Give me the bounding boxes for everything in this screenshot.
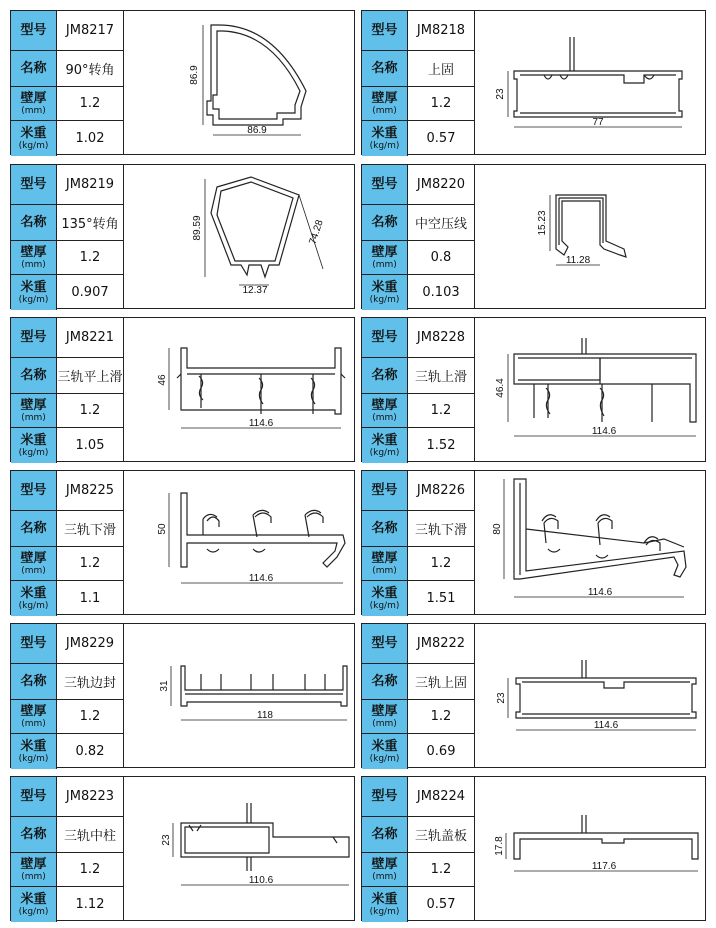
- name-value: 135°转角: [61, 217, 119, 232]
- label-model: 型号: [20, 329, 47, 345]
- profile-card: [361, 623, 706, 768]
- model-value: JM8228: [416, 330, 466, 345]
- model-value: JM8218: [416, 23, 466, 38]
- label-model: 型号: [371, 788, 398, 804]
- profile-card: [10, 10, 355, 155]
- weight-value: 1.52: [426, 438, 456, 453]
- dim-height: 80: [492, 523, 503, 535]
- label-model: 型号: [20, 635, 47, 651]
- label-name: 名称: [20, 826, 47, 842]
- label-weight-unit: (kg/m): [18, 906, 49, 917]
- model-value: JM8221: [65, 330, 115, 345]
- profile-drawing: [123, 165, 354, 308]
- spec-table: [362, 11, 475, 154]
- weight-value: 1.12: [75, 897, 105, 912]
- dim-bottom: 12.37: [242, 285, 268, 296]
- name-value: 三轨盖板: [414, 829, 467, 844]
- name-value: 三轨边封: [63, 676, 116, 691]
- label-thickness-unit: (mm): [372, 105, 397, 116]
- label-thickness: 壁厚: [371, 244, 398, 260]
- dim-width: 118: [257, 710, 273, 721]
- model-value: JM8219: [65, 177, 115, 192]
- label-model: 型号: [371, 482, 398, 498]
- label-thickness-unit: (mm): [21, 565, 46, 576]
- label-thickness: 壁厚: [20, 397, 47, 413]
- label-thickness: 壁厚: [20, 550, 47, 566]
- spec-table: [11, 624, 124, 767]
- label-model: 型号: [371, 176, 398, 192]
- profile-drawing: [123, 777, 354, 920]
- name-value: 三轨平上滑: [57, 370, 123, 385]
- dim-width: 77: [592, 117, 604, 128]
- thickness-value: 1.2: [430, 862, 452, 877]
- model-value: JM8220: [416, 177, 466, 192]
- dim-width: 11.28: [565, 255, 591, 266]
- dim-height: 50: [157, 523, 168, 535]
- label-name: 名称: [371, 214, 398, 230]
- label-thickness-unit: (mm): [21, 871, 46, 882]
- profile-card: [361, 317, 706, 462]
- name-value: 三轨下滑: [414, 523, 467, 538]
- weight-value: 0.57: [426, 131, 456, 146]
- label-weight: 米重: [20, 125, 47, 141]
- label-name: 名称: [20, 520, 47, 536]
- spec-row-thickness: [11, 87, 123, 121]
- label-thickness: 壁厚: [20, 244, 47, 260]
- profile-drawing: [474, 624, 705, 767]
- spec-table: [362, 624, 475, 767]
- label-weight: 米重: [20, 432, 47, 448]
- name-value: 三轨中柱: [63, 829, 116, 844]
- label-name: 名称: [20, 60, 47, 76]
- dim-height: 86.9: [189, 65, 200, 85]
- label-thickness-unit: (mm): [372, 412, 397, 423]
- dim-width: 114.6: [248, 573, 274, 584]
- profile-card: [361, 164, 706, 309]
- label-name: 名称: [371, 60, 398, 76]
- model-value: JM8229: [65, 636, 115, 651]
- label-weight: 米重: [20, 279, 47, 295]
- label-weight: 米重: [20, 891, 47, 907]
- label-thickness: 壁厚: [371, 856, 398, 872]
- label-weight: 米重: [371, 585, 398, 601]
- thickness-value: 1.2: [79, 709, 101, 724]
- profile-drawing: [474, 318, 705, 461]
- thickness-value: 1.2: [430, 556, 452, 571]
- profile-card: [361, 10, 706, 155]
- model-value: JM8224: [416, 789, 466, 804]
- label-model: 型号: [20, 482, 47, 498]
- dim-height: 31: [159, 680, 170, 692]
- label-model: 型号: [371, 635, 398, 651]
- thickness-value: 0.8: [430, 250, 452, 265]
- profile-drawing: [123, 318, 354, 461]
- name-value: 三轨下滑: [63, 523, 116, 538]
- label-weight-unit: (kg/m): [369, 140, 400, 151]
- name-value: 三轨上固: [414, 676, 467, 691]
- label-weight: 米重: [371, 891, 398, 907]
- weight-value: 1.51: [426, 591, 456, 606]
- label-weight: 米重: [371, 738, 398, 754]
- model-value: JM8226: [416, 483, 466, 498]
- label-name: 名称: [20, 673, 47, 689]
- label-model: 型号: [20, 22, 47, 38]
- label-thickness-unit: (mm): [21, 718, 46, 729]
- model-value: JM8223: [65, 789, 115, 804]
- label-weight-unit: (kg/m): [18, 140, 49, 151]
- thickness-value: 1.2: [79, 96, 101, 111]
- spec-table: [11, 165, 124, 308]
- profile-card: [361, 470, 706, 615]
- profile-card: [10, 470, 355, 615]
- spec-table: [362, 777, 475, 920]
- label-thickness-unit: (mm): [372, 718, 397, 729]
- profile-drawing: [474, 471, 705, 614]
- weight-value: 1.05: [75, 438, 105, 453]
- label-weight-unit: (kg/m): [369, 600, 400, 611]
- spec-table: [11, 777, 124, 920]
- label-thickness-unit: (mm): [21, 105, 46, 116]
- profile-drawing: [474, 11, 705, 154]
- dim-width: 114.6: [593, 720, 619, 731]
- profile-card: [10, 164, 355, 309]
- dim-diagonal: 74.28: [307, 218, 326, 246]
- weight-value: 0.57: [426, 897, 456, 912]
- profile-card: [10, 317, 355, 462]
- model-value: JM8222: [416, 636, 466, 651]
- label-weight-unit: (kg/m): [18, 753, 49, 764]
- thickness-value: 1.2: [430, 709, 452, 724]
- spec-table: [362, 318, 475, 461]
- spec-table: [362, 471, 475, 614]
- label-thickness: 壁厚: [371, 90, 398, 106]
- spec-table: [11, 11, 124, 154]
- dim-height: 17.8: [494, 836, 505, 856]
- weight-value: 1.02: [75, 131, 105, 146]
- label-thickness-unit: (mm): [372, 871, 397, 882]
- spec-row-name: [11, 51, 123, 87]
- profile-card: [10, 623, 355, 768]
- dim-width: 114.6: [248, 418, 274, 429]
- dim-height: 23: [161, 834, 172, 846]
- label-thickness: 壁厚: [20, 856, 47, 872]
- label-name: 名称: [20, 367, 47, 383]
- weight-value: 0.69: [426, 744, 456, 759]
- label-weight-unit: (kg/m): [18, 294, 49, 305]
- label-thickness: 壁厚: [20, 90, 47, 106]
- dim-height: 46.4: [495, 378, 506, 398]
- label-weight-unit: (kg/m): [18, 600, 49, 611]
- spec-row-model: [11, 11, 123, 51]
- name-value: 中空压线: [414, 217, 467, 232]
- model-value: JM8225: [65, 483, 115, 498]
- profile-drawing: [474, 165, 705, 308]
- name-value: 三轨上滑: [414, 370, 467, 385]
- weight-value: 1.1: [79, 591, 101, 606]
- thickness-value: 1.2: [79, 556, 101, 571]
- dim-height: 23: [495, 88, 506, 100]
- label-thickness: 壁厚: [371, 397, 398, 413]
- label-model: 型号: [20, 788, 47, 804]
- dim-height: 15.23: [537, 210, 548, 236]
- thickness-value: 1.2: [79, 250, 101, 265]
- profile-drawing: [123, 624, 354, 767]
- dim-width: 110.6: [248, 875, 274, 886]
- weight-value: 0.103: [422, 285, 460, 300]
- label-model: 型号: [371, 22, 398, 38]
- label-weight-unit: (kg/m): [369, 906, 400, 917]
- label-weight: 米重: [371, 125, 398, 141]
- dim-width: 114.6: [587, 587, 613, 598]
- label-thickness-unit: (mm): [21, 259, 46, 270]
- label-weight: 米重: [371, 279, 398, 295]
- profile-drawing: [123, 11, 354, 154]
- label-name: 名称: [371, 367, 398, 383]
- label-weight-unit: (kg/m): [369, 294, 400, 305]
- spec-row-weight: [11, 121, 123, 156]
- label-thickness: 壁厚: [371, 703, 398, 719]
- dim-width: 86.9: [247, 125, 267, 136]
- label-name: 名称: [371, 673, 398, 689]
- label-weight: 米重: [371, 432, 398, 448]
- spec-table: [362, 165, 475, 308]
- weight-value: 0.907: [71, 285, 109, 300]
- dim-width: 114.6: [591, 426, 617, 437]
- name-value: 90°转角: [65, 63, 115, 78]
- profile-drawing: [123, 471, 354, 614]
- dim-height: 46: [157, 374, 168, 386]
- profile-drawing: [474, 777, 705, 920]
- label-name: 名称: [20, 214, 47, 230]
- label-model: 型号: [20, 176, 47, 192]
- label-name: 名称: [371, 826, 398, 842]
- label-weight: 米重: [20, 738, 47, 754]
- label-thickness-unit: (mm): [21, 412, 46, 423]
- label-name: 名称: [371, 520, 398, 536]
- dim-height: 23: [496, 692, 507, 704]
- thickness-value: 1.2: [430, 403, 452, 418]
- spec-table: [11, 318, 124, 461]
- dim-width: 117.6: [591, 861, 617, 872]
- profile-card: [10, 776, 355, 921]
- label-weight-unit: (kg/m): [18, 447, 49, 458]
- weight-value: 0.82: [75, 744, 105, 759]
- label-weight-unit: (kg/m): [369, 447, 400, 458]
- model-value: JM8217: [65, 23, 115, 38]
- label-thickness-unit: (mm): [372, 565, 397, 576]
- thickness-value: 1.2: [430, 96, 452, 111]
- thickness-value: 1.2: [79, 862, 101, 877]
- thickness-value: 1.2: [79, 403, 101, 418]
- dim-height: 89.59: [192, 215, 203, 241]
- label-thickness: 壁厚: [371, 550, 398, 566]
- label-model: 型号: [371, 329, 398, 345]
- label-weight: 米重: [20, 585, 47, 601]
- spec-table: [11, 471, 124, 614]
- name-value: 上固: [427, 63, 454, 78]
- label-thickness: 壁厚: [20, 703, 47, 719]
- label-weight-unit: (kg/m): [369, 753, 400, 764]
- profile-card: [361, 776, 706, 921]
- label-thickness-unit: (mm): [372, 259, 397, 270]
